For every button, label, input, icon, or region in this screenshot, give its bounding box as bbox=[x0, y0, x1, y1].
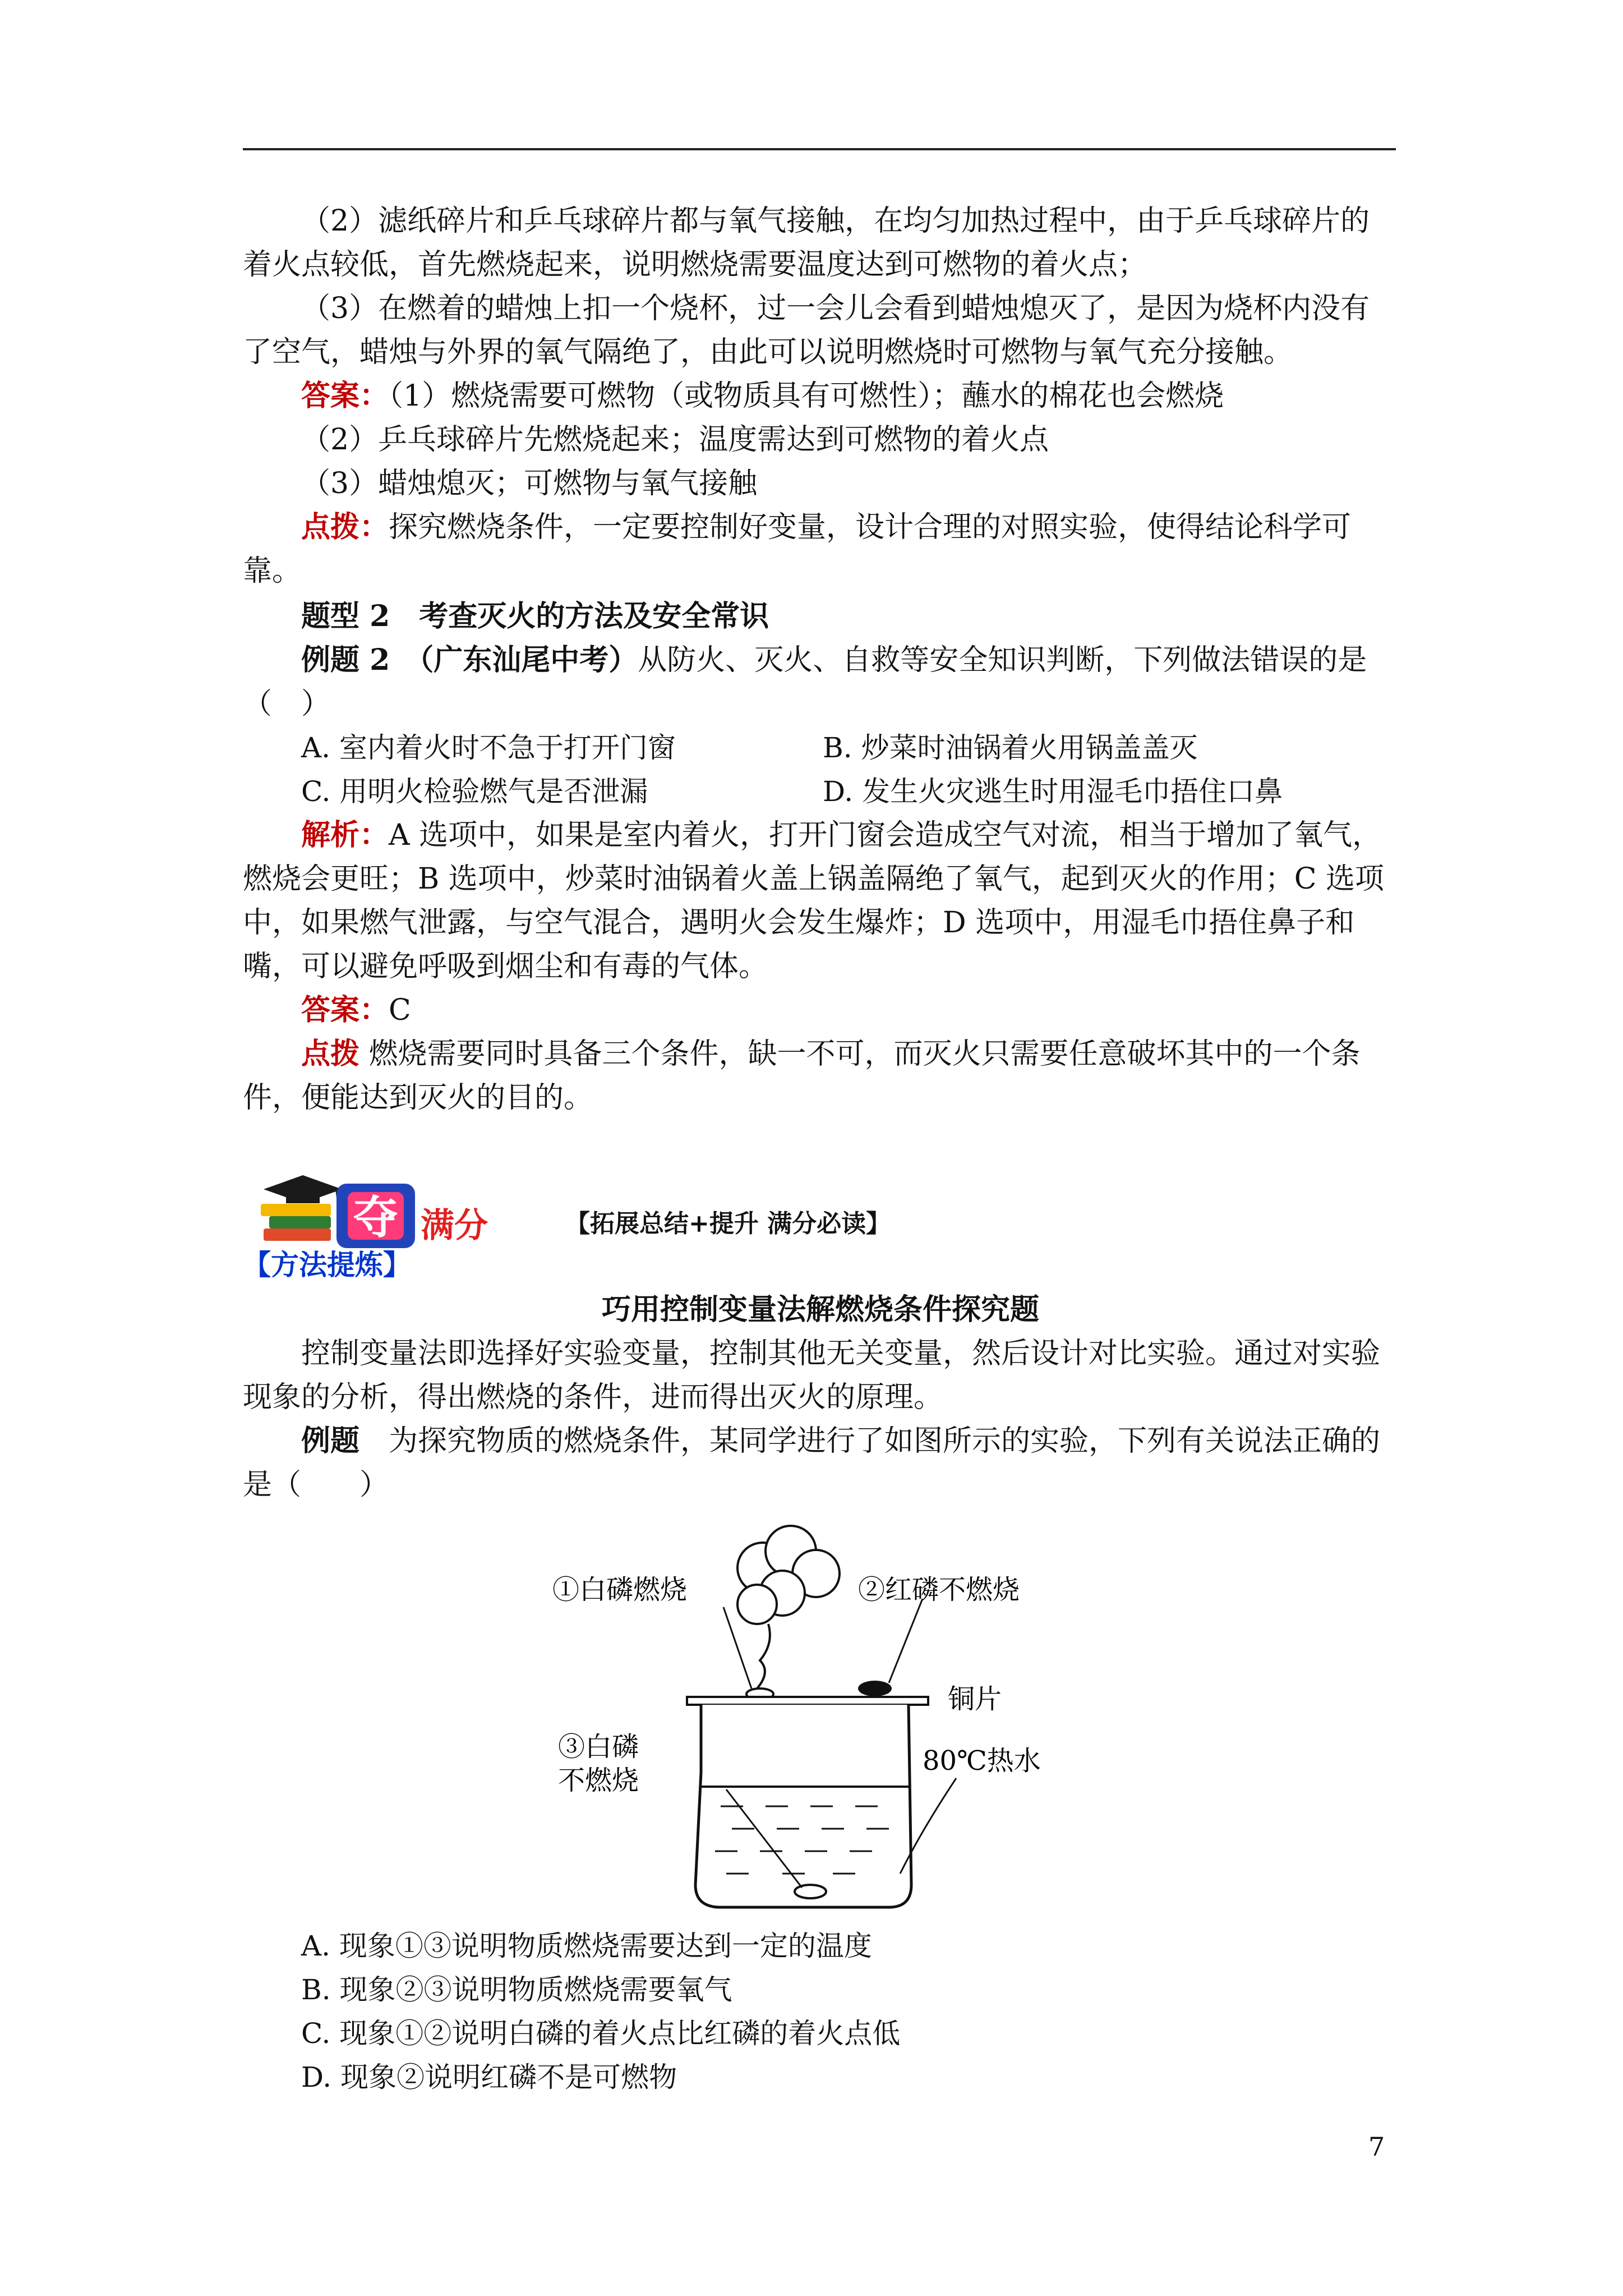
banner-big-char: 夺 bbox=[353, 1191, 398, 1244]
option-b: B. 炒菜时油锅着火用锅盖盖灭 bbox=[823, 731, 1198, 764]
tip-1 bbox=[243, 505, 1398, 593]
page-number: 7 bbox=[1368, 2132, 1385, 2162]
paragraph-3: （3）在燃着的蜡烛上扣一个烧杯，过一会儿会看到蜡烛熄灭了，是因为烧杯内没有了空气，蜡烛与外界的氧气隔绝了，由此可以说明燃烧时可燃物与氧气充分接触。 bbox=[243, 292, 1370, 369]
answer-label: 答案： bbox=[301, 379, 389, 413]
red-phosphorus bbox=[858, 1681, 892, 1696]
option-d: D. 现象②说明红磷不是可燃物 bbox=[301, 2061, 677, 2093]
answer-label: 答案： bbox=[301, 993, 389, 1027]
option-a: A. 现象①③说明物质燃烧需要达到一定的温度 bbox=[301, 1930, 872, 1962]
label-hot-water: 80℃热水 bbox=[923, 1745, 1041, 1777]
tip-label: 点拨： bbox=[301, 510, 389, 544]
answer-2 bbox=[243, 988, 1398, 1032]
paragraph-2: （2）滤纸碎片和乒乓球碎片都与氧气接触，在均匀加热过程中，由于乒乓球碎片的着火点较低，首先燃烧起来，说明燃烧需要温度达到可燃物的着火点； bbox=[243, 204, 1370, 282]
answer-text: C bbox=[389, 993, 411, 1027]
label-underwater-phosphorus-2: 不燃烧 bbox=[558, 1765, 639, 1796]
tip-label: 点拨 bbox=[301, 1037, 360, 1071]
example-text: 从防火、灭火、自救等安全知识判断，下列做法错误的是（ ） bbox=[243, 643, 1367, 721]
label-white-phosphorus-burns: ①白磷燃烧 bbox=[552, 1574, 688, 1605]
header-rule bbox=[243, 148, 1396, 150]
option-c: C. 现象①②说明白磷的着火点比红磷的着火点低 bbox=[301, 2017, 901, 2050]
copper-plate bbox=[687, 1697, 928, 1705]
answer-1-line-3: （3）蜡烛熄灭；可燃物与氧气接触 bbox=[301, 467, 758, 500]
example-2-question bbox=[243, 638, 1398, 726]
method-heading: 巧用控制变量法解燃烧条件探究题 bbox=[601, 1292, 1039, 1327]
option-c: C. 用明火检验燃气是否泄漏 bbox=[301, 775, 648, 808]
analysis bbox=[243, 813, 1398, 988]
label-copper-plate: 铜片 bbox=[948, 1683, 1002, 1715]
answer-1 bbox=[243, 374, 1398, 418]
option-d: D. 发生火灾逃生时用湿毛巾捂住口鼻 bbox=[823, 775, 1283, 808]
analysis-text: A 选项中，如果是室内着火，打开门窗会造成空气对流，相当于增加了氧气，燃烧会更旺；B 选项中，炒菜时油锅着火盖上锅盖隔绝了氧气，起到灭火的作用；C 选项中，如果燃气泄露，与空气混合，遇明火会发生爆炸；D 选项中，用湿毛巾捂住鼻子和嘴，可以避免呼吸到烟尘和有毒的气体。 bbox=[243, 818, 1385, 983]
smoke-cloud bbox=[737, 1526, 840, 1688]
method-text: 控制变量法即选择好实验变量，控制其他无关变量，然后设计对比实验。通过对实验现象的分析，得出燃烧的条件，进而得出灭火的原理。 bbox=[243, 1337, 1381, 1414]
answer-1-line-2: （2）乒乓球碎片先燃烧起来；温度需达到可燃物的着火点 bbox=[301, 423, 1049, 457]
example-text: 为探究物质的燃烧条件，某同学进行了如图所示的实验，下列有关说法正确的是（ ） bbox=[243, 1424, 1381, 1502]
answer-text: （1）燃烧需要可燃物（或物质具有可燃性）；蘸水的棉花也会燃烧 bbox=[389, 379, 1224, 413]
example-3-question bbox=[243, 1419, 1398, 1507]
tip-text: 燃烧需要同时具备三个条件，缺一不可，而灭火只需要任意破坏其中的一个条件，便能达到灭火的目的。 bbox=[243, 1037, 1361, 1115]
experiment-figure bbox=[552, 1515, 1057, 1918]
method-section-title: 【方法提炼】 bbox=[243, 1248, 411, 1281]
tip-text: 探究燃烧条件，一定要控制好变量，设计合理的对照实验，使得结论科学可靠。 bbox=[243, 510, 1352, 588]
books-graduation-cap-icon bbox=[261, 1175, 342, 1241]
example-label: 例题 bbox=[301, 1424, 360, 1458]
analysis-label: 解析： bbox=[301, 818, 389, 852]
tip-2 bbox=[243, 1032, 1398, 1120]
example-label: 例题 2 （广东汕尾中考） bbox=[301, 643, 638, 677]
banner-full-score: 满分 bbox=[421, 1206, 488, 1245]
underwater-white-phosphorus bbox=[795, 1885, 826, 1898]
type-2-title: 题型 2 考查灭火的方法及安全常识 bbox=[301, 599, 769, 633]
banner-subtitle: 【拓展总结+提升 满分必读】 bbox=[565, 1209, 891, 1238]
option-a: A. 室内着火时不急于打开门窗 bbox=[301, 731, 676, 764]
label-underwater-phosphorus-1: ③白磷 bbox=[558, 1731, 639, 1763]
label-red-phosphorus: ②红磷不燃烧 bbox=[858, 1574, 1020, 1605]
option-b: B. 现象②③说明物质燃烧需要氧气 bbox=[301, 1973, 732, 2006]
